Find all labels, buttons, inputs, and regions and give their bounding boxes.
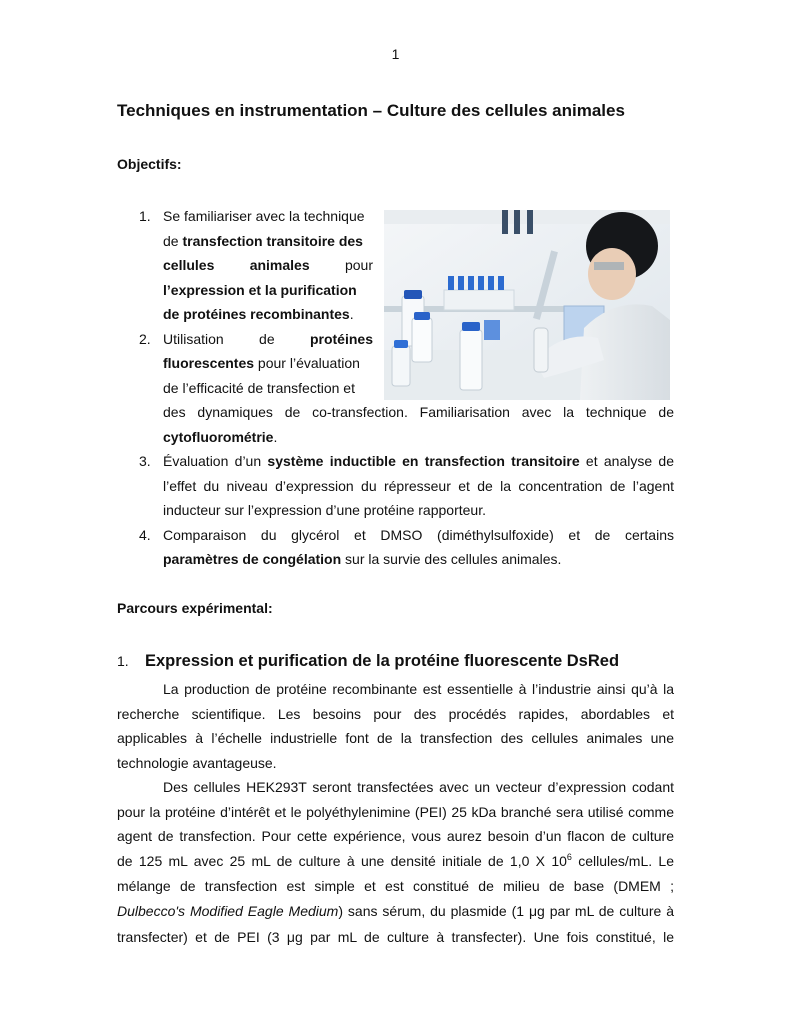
text-run: de 125 mL avec 25 mL de culture à une densité initiale de 1,0 X 10	[117, 853, 567, 869]
objective-2-line-2	[163, 351, 360, 376]
parcours-heading: Parcours expérimental:	[117, 600, 273, 616]
objective-2-line-1	[163, 327, 373, 352]
para2-line-2: pour la protéine d’intérêt et le polyéthylenimine (PEI) 25 kDa branché sera utilisé comme	[117, 803, 674, 820]
text-run: de l’efficacité de transfection et	[163, 379, 355, 396]
section-number: 1.	[117, 653, 129, 669]
text-run: cellules/mL. Le	[571, 853, 674, 869]
objective-4-line-1	[163, 523, 674, 548]
text-run-bold: animales	[249, 257, 310, 273]
objective-3-line-1	[163, 449, 674, 474]
text-run: Utilisation	[163, 330, 224, 347]
objective-2-line-5	[163, 425, 277, 450]
objective-3-number: 3.	[139, 453, 151, 469]
objective-4-line-2	[163, 547, 561, 572]
objective-2-line-4	[163, 400, 674, 425]
text-run: sur la survie des cellules animales.	[341, 551, 562, 567]
para1-line-1: La production de protéine recombinante est essentielle à l’industrie ainsi qu’à la	[163, 681, 674, 697]
para2-line-1: Des cellules HEK293T seront transfectées avec un vecteur d’expression codant	[163, 779, 674, 795]
section-title: Expression et purification de la protéine fluorescente DsRed	[145, 652, 620, 670]
objective-4-number: 4.	[139, 526, 151, 543]
text-run: Comparaison du glycérol et DMSO (diméthylsulfoxide) et de certains	[163, 526, 674, 543]
text-run: de	[163, 232, 183, 249]
para2-line-5: mélange de transfection est simple et est constitué de milieu de base (DMEM ;	[117, 878, 674, 894]
text-run-bold: paramètres de congélation	[163, 551, 342, 567]
text-run-bold: de protéines recombinantes	[163, 306, 350, 322]
text-run-bold: cellules	[163, 257, 215, 273]
text-run-bold: protéines	[309, 330, 373, 347]
para1-line-2: recherche scientifique. Les besoins pour des procédés rapides, abordables et	[117, 705, 674, 722]
para2-line-4	[117, 849, 674, 874]
text-run-bold: système inductible en transfection transitoire	[267, 453, 580, 469]
text-run-bold: fluorescentes	[163, 355, 255, 371]
objective-3-line-3	[163, 498, 486, 523]
text-run-bold: l’expression et la purification	[163, 281, 357, 298]
objective-1-number: 1.	[139, 208, 151, 224]
objectives-heading: Objectifs:	[117, 156, 182, 172]
lab-photo	[384, 210, 670, 400]
text-run: Se familiariser avec la technique	[163, 208, 365, 224]
text-run-bold: cytofluorométrie	[163, 428, 274, 445]
objective-1-line-3	[163, 253, 373, 278]
para2-line-6	[117, 899, 674, 924]
document-title: Techniques en instrumentation – Culture des cellules animales	[117, 101, 625, 120]
text-run: ) sans sérum, du plasmide (1 μg par mL de culture à	[338, 903, 674, 919]
text-run-italic: Dulbecco's Modified Eagle Medium	[117, 903, 339, 919]
para1-line-3: applicables à l’échelle industrielle font de la transfection des cellules animales une	[117, 730, 674, 746]
text-run: pour	[344, 257, 373, 273]
text-run-bold: transfection transitoire des	[182, 232, 363, 249]
objective-1-line-5	[163, 302, 354, 327]
objective-2-number: 2.	[139, 330, 151, 347]
objective-1-line-1	[163, 204, 365, 229]
section-heading	[117, 652, 619, 671]
page-number: 1	[391, 46, 400, 62]
text-run: de	[259, 330, 275, 347]
text-run: inducteur sur l’expression d’une protéine rapporteur.	[163, 502, 486, 518]
objective-2-line-3	[163, 376, 355, 401]
objective-3-line-2	[163, 474, 674, 499]
text-run: l’effet du niveau d’expression du répresseur et de la concentration de l’agent	[163, 477, 674, 494]
superscript: 6	[566, 852, 572, 862]
text-run: des dynamiques de co-transfection. Familiarisation avec la technique de	[163, 404, 674, 420]
objective-1-line-2	[163, 229, 363, 254]
objective-1-line-4	[163, 278, 357, 303]
para2-line-7: transfecter) et de PEI (3 μg par mL de culture à transfecter). Une fois constitué, le	[117, 929, 674, 945]
text-run: et analyse de	[579, 453, 674, 469]
text-run: .	[349, 306, 354, 322]
text-run: .	[273, 428, 278, 445]
text-run: pour l’évaluation	[254, 355, 360, 371]
text-run: Évaluation d’un	[163, 453, 268, 469]
para1-line-4: technologie avantageuse.	[117, 754, 277, 771]
para2-line-3: agent de transfection. Pour cette expérience, vous aurez besoin d’un flacon de culture	[117, 828, 674, 844]
